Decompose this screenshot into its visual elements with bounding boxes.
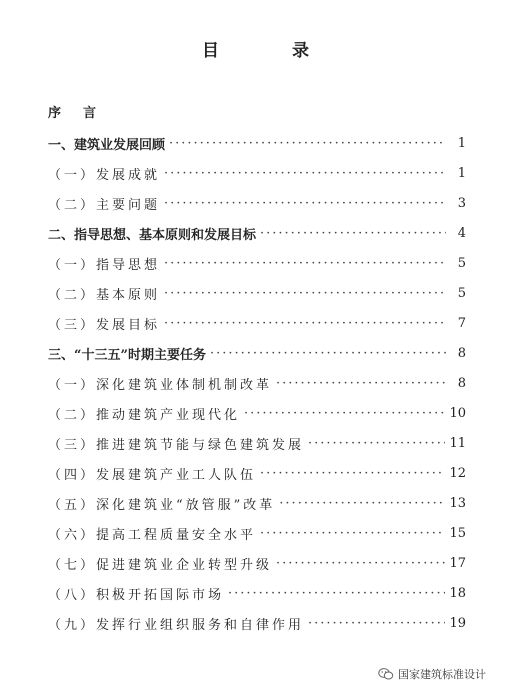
toc-entry-label: （三）推进建筑节能与绿色建筑发展	[48, 437, 305, 453]
toc-leader-dots	[164, 196, 446, 211]
toc-leader-dots	[260, 526, 445, 541]
toc-preface[interactable]: 序言	[48, 106, 119, 121]
toc-entry-label: （七）促进建筑业企业转型升级	[48, 557, 273, 573]
page-title: 目 录	[202, 41, 337, 61]
toc-entry-label: （八）积极开拓国际市场	[48, 587, 225, 603]
toc-subsection-entry[interactable]	[48, 158, 466, 188]
toc-entry-label: （四）发展建筑产业工人队伍	[48, 467, 257, 483]
toc-entry-label: （二）推动建筑产业现代化	[48, 407, 241, 423]
toc-subsection-entry[interactable]	[48, 518, 466, 548]
toc-entry-label: （九）发挥行业组织服务和自律作用	[48, 617, 305, 633]
toc-entry-label: 一、建筑业发展回顾	[48, 137, 166, 153]
toc-page-number: 1	[457, 135, 466, 151]
toc-leader-dots	[210, 346, 446, 361]
toc-entry-label: （二）基本原则	[48, 287, 161, 303]
toc-subsection-entry[interactable]	[48, 488, 466, 518]
toc-entry-label: 三、“十三五”时期主要任务	[48, 347, 206, 363]
toc-leader-dots	[164, 286, 446, 301]
toc-leader-dots	[169, 136, 446, 151]
toc-subsection-entry[interactable]	[48, 308, 466, 338]
toc-leader-dots	[260, 466, 445, 481]
toc-leader-dots	[260, 226, 446, 241]
toc-entry-label: （五）深化建筑业“放管服”改革	[48, 497, 276, 513]
toc-page-number: 3	[457, 195, 466, 211]
toc-section-entry[interactable]	[48, 218, 466, 248]
toc-leader-dots	[164, 256, 446, 271]
toc-leader-dots	[164, 316, 446, 331]
toc-page-number: 5	[457, 255, 466, 271]
toc-entry-label: 二、指导思想、基本原则和发展目标	[48, 227, 257, 243]
toc-subsection-entry[interactable]	[48, 428, 466, 458]
table-of-contents	[48, 128, 466, 638]
toc-page-number: 8	[457, 345, 466, 361]
toc-subsection-entry[interactable]	[48, 458, 466, 488]
toc-page-number: 1	[457, 165, 466, 181]
toc-leader-dots	[228, 586, 445, 601]
toc-page-number: 17	[449, 555, 466, 571]
toc-page-number: 5	[457, 285, 466, 301]
toc-page-number: 15	[449, 525, 466, 541]
toc-page-number: 19	[449, 615, 466, 631]
toc-leader-dots	[276, 376, 446, 391]
toc-entry-label: （一）深化建筑业体制机制改革	[48, 377, 273, 393]
toc-subsection-entry[interactable]	[48, 188, 466, 218]
toc-entry-label: （三）发展目标	[48, 317, 161, 333]
watermark	[378, 666, 486, 682]
toc-page-number: 12	[449, 465, 466, 481]
toc-leader-dots	[164, 166, 446, 181]
toc-entry-label: （一）指导思想	[48, 257, 161, 273]
toc-subsection-entry[interactable]	[48, 368, 466, 398]
toc-leader-dots	[244, 406, 445, 421]
wechat-icon	[378, 667, 394, 681]
toc-leader-dots	[279, 496, 445, 511]
toc-subsection-entry[interactable]	[48, 548, 466, 578]
toc-subsection-entry[interactable]	[48, 608, 466, 638]
toc-subsection-entry[interactable]	[48, 248, 466, 278]
toc-page-number: 11	[449, 435, 466, 451]
toc-leader-dots	[308, 616, 445, 631]
toc-subsection-entry[interactable]	[48, 278, 466, 308]
toc-leader-dots	[308, 436, 445, 451]
toc-section-entry[interactable]	[48, 128, 466, 158]
watermark-text: 国家建筑标准设计	[398, 668, 486, 681]
toc-subsection-entry[interactable]	[48, 398, 466, 428]
toc-page-number: 18	[449, 585, 466, 601]
toc-leader-dots	[276, 556, 445, 571]
toc-page-number: 8	[457, 375, 466, 391]
toc-entry-label: （二）主要问题	[48, 197, 161, 213]
toc-entry-label: （一）发展成就	[48, 167, 161, 183]
toc-section-entry[interactable]	[48, 338, 466, 368]
toc-page-number: 7	[457, 315, 466, 331]
toc-entry-label: （六）提高工程质量安全水平	[48, 527, 257, 543]
toc-page-number: 13	[449, 495, 466, 511]
toc-page-number: 4	[457, 225, 466, 241]
toc-subsection-entry[interactable]	[48, 578, 466, 608]
toc-page-number: 10	[449, 405, 466, 421]
